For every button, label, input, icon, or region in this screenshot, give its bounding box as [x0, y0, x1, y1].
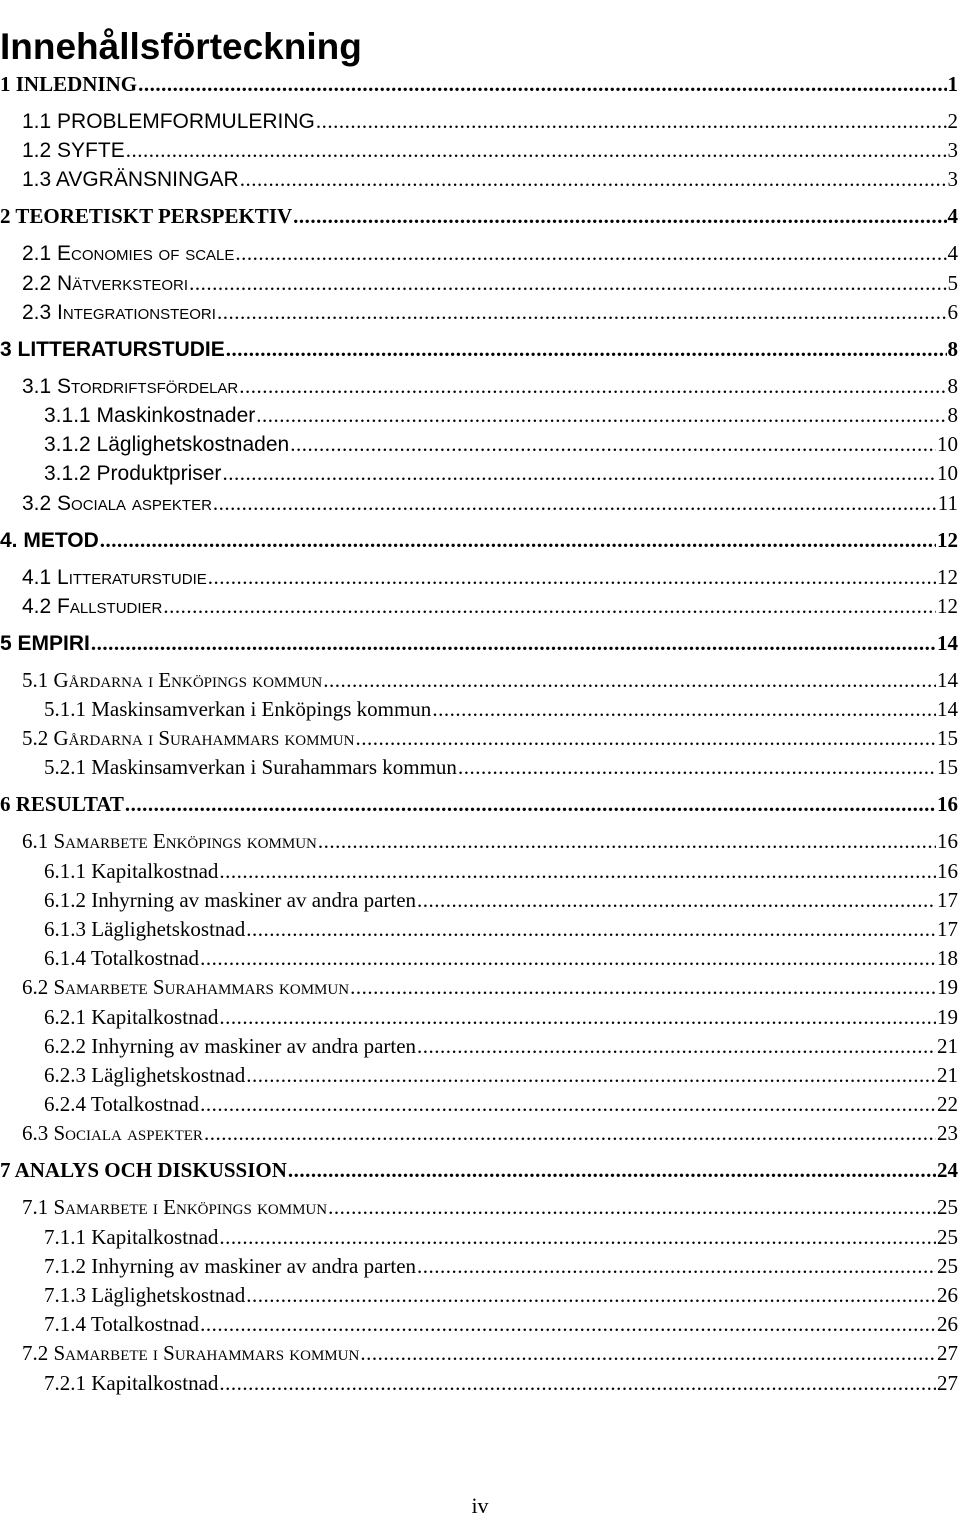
toc-entry[interactable]	[44, 1223, 958, 1251]
toc-leader-dots	[417, 1252, 936, 1280]
toc-entry-page: 17	[937, 888, 958, 912]
toc-entry-title: 6.3 Sociala aspekter	[22, 1121, 203, 1145]
toc-entry-title: 4.2 Fallstudier	[22, 595, 163, 618]
toc-entry-page: 3	[947, 167, 958, 191]
toc-entry[interactable]	[44, 1310, 958, 1338]
toc-entry[interactable]	[44, 401, 958, 430]
toc-leader-dots	[293, 202, 946, 230]
toc-leader-dots	[328, 1193, 936, 1221]
toc-entry[interactable]	[44, 459, 958, 488]
toc-leader-dots	[239, 372, 946, 400]
toc-leader-dots	[458, 753, 936, 781]
toc-leader-dots	[219, 857, 936, 885]
toc-entry-page: 8	[947, 337, 958, 361]
toc-leader-dots	[219, 1369, 936, 1397]
toc-leader-dots	[219, 1223, 936, 1251]
toc-leader-dots	[189, 269, 946, 297]
toc-entry-title: 3.1.1 Maskinkostnader	[44, 404, 256, 427]
toc-entry-page: 8	[947, 374, 958, 398]
toc-entry-title: 7.2 Samarbete i Surahammars kommun	[22, 1341, 360, 1365]
toc-entry[interactable]	[44, 695, 958, 723]
toc-leader-dots	[323, 666, 936, 694]
toc-leader-dots	[91, 629, 936, 657]
toc-entry[interactable]	[22, 136, 958, 165]
toc-leader-dots	[217, 298, 947, 326]
toc-leader-dots	[288, 1156, 936, 1184]
toc-leader-dots	[290, 430, 936, 458]
toc-leader-dots	[100, 526, 936, 554]
toc-entry-page: 10	[937, 432, 958, 456]
toc-entry[interactable]	[0, 1156, 958, 1184]
toc-entry-page: 26	[937, 1283, 958, 1307]
toc-entry-title: 6.2.1 Kapitalkostnad	[44, 1005, 219, 1029]
toc-entry-title: 7.1.4 Totalkostnad	[44, 1312, 200, 1336]
toc-entry-title: 1 INLEDNING	[0, 72, 138, 96]
toc-entry-title: 6.1.2 Inhyrning av maskiner av andra parten	[44, 888, 417, 912]
toc-entry-title: 3.1.2 Läglighetskostnaden	[44, 433, 290, 456]
toc-entry-page: 14	[937, 668, 958, 692]
toc-entry-title: 5 EMPIRI	[0, 632, 90, 655]
toc-entry-title: 6.2.3 Läglighetskostnad	[44, 1063, 246, 1087]
toc-entry-page: 21	[937, 1034, 958, 1058]
toc-entry-page: 12	[937, 528, 958, 552]
toc-entry-page: 4	[947, 241, 958, 265]
toc-entry-title: 7.2.1 Kapitalkostnad	[44, 1371, 219, 1395]
toc-entry[interactable]	[22, 269, 958, 298]
toc-entry-page: 24	[937, 1158, 958, 1182]
toc-entry-page: 12	[937, 565, 958, 589]
toc-entry-page: 25	[937, 1225, 958, 1249]
toc-entry-title: 4.1 Litteraturstudie	[22, 566, 207, 589]
toc-leader-dots	[200, 944, 936, 972]
toc-entry-page: 22	[937, 1092, 958, 1116]
toc-entry[interactable]	[44, 1281, 958, 1309]
toc-leader-dots	[432, 695, 936, 723]
toc-entry-page: 16	[937, 792, 958, 816]
toc-leader-dots	[246, 1281, 936, 1309]
toc-entry-page: 16	[937, 859, 958, 883]
toc-entry-title: 4. METOD	[0, 529, 99, 552]
toc-entry-title: 3 LITTERATURSTUDIE	[0, 338, 225, 361]
toc-entry-page: 14	[937, 697, 958, 721]
toc-entry-title: 7 ANALYS OCH DISKUSSION	[0, 1158, 287, 1182]
toc-heading: Innehållsförteckning	[0, 25, 362, 67]
toc-entry[interactable]	[22, 563, 958, 592]
toc-entry[interactable]	[44, 1003, 958, 1031]
toc-leader-dots	[316, 107, 947, 135]
toc-entry-page: 8	[947, 403, 958, 427]
toc-leader-dots	[126, 136, 947, 164]
toc-leader-dots	[417, 886, 936, 914]
toc-entry[interactable]	[44, 1090, 958, 1118]
toc-entry-title: 3.1 Stordriftsfördelar	[22, 375, 239, 398]
toc-leader-dots	[417, 1032, 936, 1060]
toc-entry[interactable]	[22, 239, 958, 268]
toc-entry-title: 6.2.2 Inhyrning av maskiner av andra parten	[44, 1034, 417, 1058]
toc-entry-page: 15	[937, 755, 958, 779]
toc-entry[interactable]	[22, 724, 958, 752]
toc-entry[interactable]	[44, 1252, 958, 1280]
toc-entry-title: 7.1.3 Läglighetskostnad	[44, 1283, 246, 1307]
toc-entry-page: 19	[937, 1005, 958, 1029]
toc-entry[interactable]	[44, 944, 958, 972]
toc-entry-title: 2 TEORETISKT PERSPEKTIV	[0, 204, 293, 228]
toc-entry[interactable]	[44, 1369, 958, 1397]
page-number: iv	[471, 1493, 489, 1518]
toc-entry[interactable]	[22, 489, 958, 518]
toc-entry[interactable]	[44, 1032, 958, 1060]
toc-entry-page: 6	[947, 300, 958, 324]
toc-entry-page: 27	[937, 1341, 958, 1365]
toc-leader-dots	[318, 827, 936, 855]
toc-entry-page: 17	[937, 917, 958, 941]
toc-leader-dots	[235, 239, 946, 267]
toc-leader-dots	[163, 592, 936, 620]
toc-entry-title: 6.2 Samarbete Surahammars kommun	[22, 975, 350, 999]
toc-leader-dots	[200, 1310, 936, 1338]
toc-entry-page: 15	[937, 726, 958, 750]
toc-entry-page: 11	[937, 491, 958, 515]
toc-entry-title: 5.1.1 Maskinsamverkan i Enköpings kommun	[44, 697, 432, 721]
toc-leader-dots	[355, 724, 936, 752]
toc-leader-dots	[204, 1119, 936, 1147]
toc-entry[interactable]	[22, 1119, 958, 1147]
toc-entry[interactable]	[0, 202, 958, 230]
toc-entry-page: 25	[937, 1195, 958, 1219]
toc-entry-title: 2.1 Economies of scale	[22, 242, 235, 265]
toc-entry-title: 3.1.2 Produktpriser	[44, 462, 222, 485]
toc-entry-title: 1.2 SYFTE	[22, 139, 125, 162]
toc-leader-dots	[350, 973, 936, 1001]
toc-entry-page: 18	[937, 946, 958, 970]
toc-entry-title: 7.1 Samarbete i Enköpings kommun	[22, 1195, 328, 1219]
toc-entry[interactable]	[0, 335, 958, 364]
toc-entry-title: 1.1 PROBLEMFORMULERING	[22, 110, 315, 133]
toc-entry-title: 6.1.4 Totalkostnad	[44, 946, 200, 970]
toc-leader-dots	[138, 70, 946, 98]
toc-entry-page: 3	[947, 138, 958, 162]
toc-entry[interactable]	[22, 666, 958, 694]
toc-entry-title: 7.1.2 Inhyrning av maskiner av andra parten	[44, 1254, 417, 1278]
toc-entry[interactable]	[22, 165, 958, 194]
toc-entry-title: 3.2 Sociala aspekter	[22, 492, 212, 515]
toc-entry-page: 16	[937, 829, 958, 853]
toc-entry-page: 14	[937, 631, 958, 655]
toc-entry-page: 23	[937, 1121, 958, 1145]
toc-entry[interactable]	[0, 70, 958, 98]
toc-entry[interactable]	[0, 526, 958, 555]
toc-entry-title: 2.2 Nätverksteori	[22, 272, 189, 295]
toc-entry[interactable]	[44, 857, 958, 885]
toc-entry[interactable]	[44, 430, 958, 459]
toc-leader-dots	[360, 1339, 936, 1367]
toc-entry[interactable]	[0, 629, 958, 658]
toc-entry-title: 6.1 Samarbete Enköpings kommun	[22, 829, 317, 853]
toc-entry[interactable]	[22, 107, 958, 136]
toc-leader-dots	[222, 459, 936, 487]
toc-leader-dots	[246, 1061, 936, 1089]
toc-entry-page: 5	[947, 271, 958, 295]
toc-entry[interactable]	[44, 886, 958, 914]
toc-entry[interactable]	[22, 973, 958, 1001]
toc-entry[interactable]	[22, 827, 958, 855]
toc-entry[interactable]	[22, 592, 958, 621]
toc-entry[interactable]	[44, 1061, 958, 1089]
toc-entry-page: 2	[947, 109, 958, 133]
toc-entry[interactable]	[22, 1339, 958, 1367]
toc-entry-title: 6.1.3 Läglighetskostnad	[44, 917, 246, 941]
toc-entry-title: 6.2.4 Totalkostnad	[44, 1092, 200, 1116]
toc-entry-page: 21	[937, 1063, 958, 1087]
toc-entry-page: 25	[937, 1254, 958, 1278]
toc-entry-title: 2.3 Integrationsteori	[22, 301, 216, 324]
toc-entry-page: 19	[937, 975, 958, 999]
toc-leader-dots	[125, 790, 936, 818]
toc-leader-dots	[219, 1003, 936, 1031]
toc-entry-page: 10	[937, 461, 958, 485]
toc-entry[interactable]	[22, 1193, 958, 1221]
toc-entry[interactable]	[22, 298, 958, 327]
toc-entry-title: 5.2 Gårdarna i Surahammars kommun	[22, 726, 355, 750]
toc-leader-dots	[246, 915, 936, 943]
toc-entry-page: 4	[947, 204, 958, 228]
toc-entry-title: 5.1 Gårdarna i Enköpings kommun	[22, 668, 323, 692]
toc-entry-title: 7.1.1 Kapitalkostnad	[44, 1225, 219, 1249]
toc-leader-dots	[240, 165, 947, 193]
toc-entry-title: 6 RESULTAT	[0, 792, 124, 816]
toc-leader-dots	[213, 489, 937, 517]
toc-entry-page: 27	[937, 1371, 958, 1395]
toc-entry-page: 12	[937, 594, 958, 618]
toc-entry[interactable]	[44, 915, 958, 943]
toc-leader-dots	[200, 1090, 936, 1118]
toc-entry-title: 5.2.1 Maskinsamverkan i Surahammars kommun	[44, 755, 457, 779]
toc-entry-title: 6.1.1 Kapitalkostnad	[44, 859, 219, 883]
toc-entry-page: 1	[947, 72, 958, 96]
toc-entry[interactable]	[0, 790, 958, 818]
toc-leader-dots	[256, 401, 946, 429]
toc-entry-page: 26	[937, 1312, 958, 1336]
toc-leader-dots	[226, 335, 947, 363]
toc-leader-dots	[208, 563, 936, 591]
toc-entry-title: 1.3 AVGRÄNSNINGAR	[22, 168, 239, 191]
toc-entry[interactable]	[44, 753, 958, 781]
toc-entry[interactable]	[22, 372, 958, 401]
